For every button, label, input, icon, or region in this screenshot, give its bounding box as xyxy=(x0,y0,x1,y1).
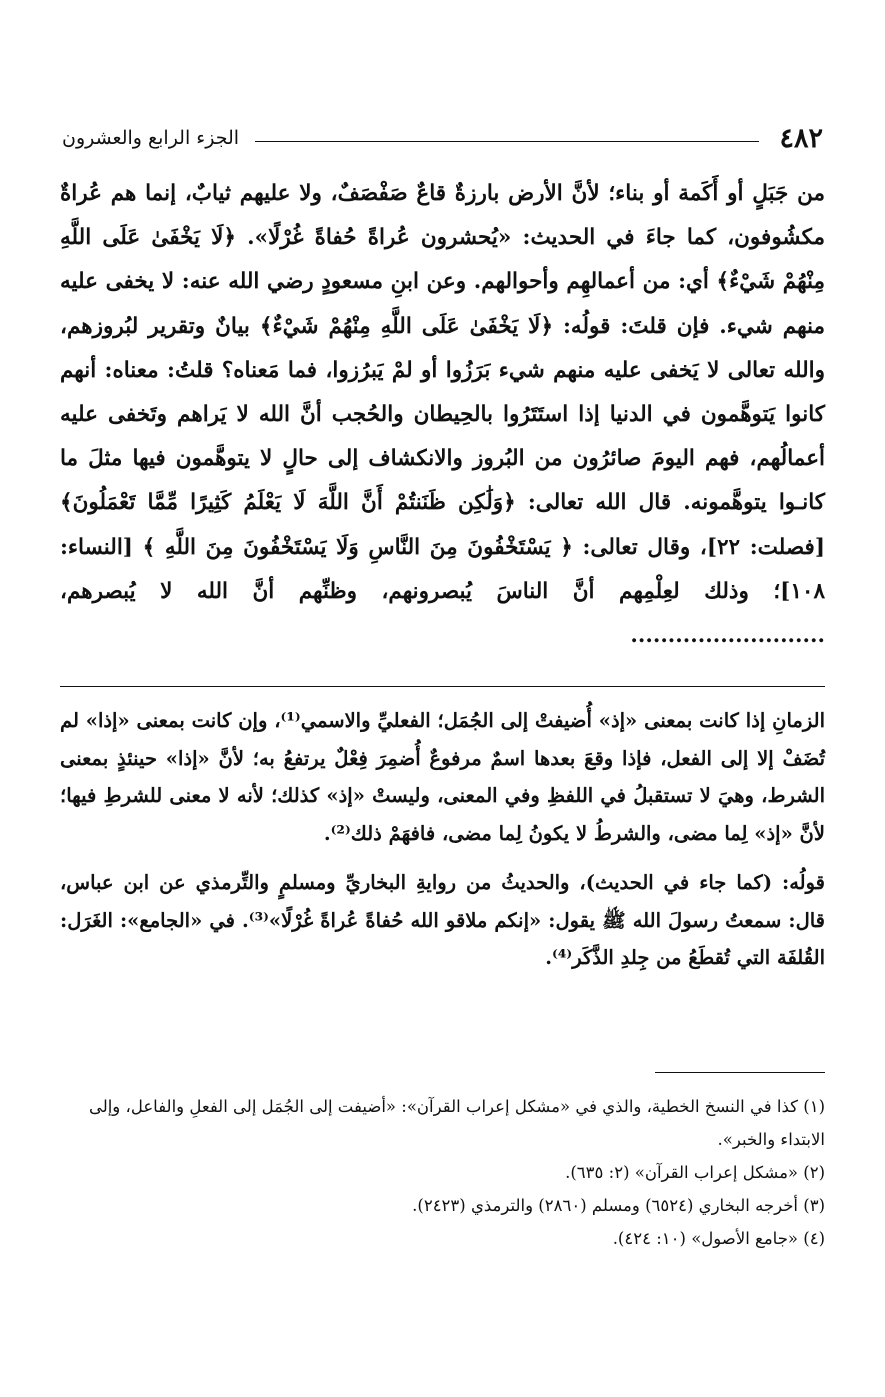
section-separator xyxy=(60,686,825,687)
footnote-separator xyxy=(655,1072,825,1073)
page-number: ٤٨٢ xyxy=(779,122,823,154)
main-text-block xyxy=(60,172,825,658)
running-title: الجزء الرابع والعشرون xyxy=(62,127,240,149)
footnote-2: (٢) «مشكل إعراب القرآن» (٢: ٦٣٥). xyxy=(565,1163,825,1182)
header-rule xyxy=(255,141,759,142)
commentary-block xyxy=(60,702,825,989)
footnote-3: (٣) أخرجه البخاري (٦٥٢٤) ومسلم (٢٨٦٠) والترمذي (٢٤٢٣). xyxy=(412,1196,825,1215)
main-text-paragraph: من جَبَلٍ أو أَكَمة أو بناء؛ لأنَّ الأرض بارزةٌ قاعٌ صَفْصَفٌ، ولا عليهم ثيابٌ، إنما هم عُراةٌ مكشُوفون، كما جاءَ في الحديث: «يُحشرون عُراةً حُفاةً غُرْلًا». ﴿لَا يَخْفَىٰ عَلَى اللَّهِ مِنْهُمْ شَيْءٌ﴾ أي: من أعمالهِم وأحوالهم. وعن ابنِ مسعودٍ رضي الله عنه: لا يخفى عليه منهم شيء. فإن قلتَ: قولُه: ﴿لَا يَخْفَىٰ عَلَى اللَّهِ مِنْهُمْ شَيْءٌ﴾ بيانٌ وتقرير لبُروزهم، والله تعالى لا يَخفى عليه منهم شيء بَرَزُوا أو لمْ يَبرُزوا، فما مَعناه؟ قلتُ: معناه: أنهم كانوا يَتوهَّمون في الدنيا إذا استَتَرُوا بالحِيطان والحُجب أنَّ الله لا يَراهم وتَخفى عليه أعمالُهم، فهم اليومَ صائرُون من البُروز والانكشاف إلى حالٍ لا يتوهَّمون فيها مثلَ ما كانـوا يتوهَّمونه. قال الله تعالى: ﴿وَلَٰكِن ظَنَنتُمْ أَنَّ اللَّهَ لَا يَعْلَمُ كَثِيرًا مِّمَّا تَعْمَلُونَ﴾ [فصلت: ٢٢]، وقال تعالى: ﴿ يَسْتَخْفُونَ مِنَ النَّاسِ وَلَا يَسْتَخْفُونَ مِنَ اللَّهِ ﴾ [النساء: ١٠٨]؛ وذلك لعِلْمِهم أنَّ الناسَ يُبصرونهم، وظنِّهم أنَّ الله لا يُبصرهم، .......................... xyxy=(60,181,826,649)
commentary-paragraph: قولُه: (كما جاء في الحديث)، والحديثُ من روايةِ البخاريِّ ومسلمٍ والتِّرمذي عن ابن عباس، قال: سمعتُ رسولَ الله ﷺ يقول: «إنكم ملاقو الله حُفاةً عُراةً غُرْلًا»⁽³⁾. في «الجامع»: الغَرَل: القُلفَة التي تُقطَعُ من جِلدِ الذَّكَر⁽⁴⁾. xyxy=(60,871,825,969)
commentary-paragraph: الزمانِ إذا كانت بمعنى «إذ» أُضيفتْ إلى الجُمَل؛ الفعليِّ والاسمي⁽¹⁾، وإن كانت بمعنى «إذا» لم تُضَفْ إلا إلى الفعل، فإذا وقعَ بعدها اسمٌ مرفوعٌ أُضمِرَ فِعْلٌ يرتفعُ به؛ لأنَّ «إذا» حينئذٍ بمعنى الشرط، وهيَ لا تستقبلُ في اللفظِ وفي المعنى، وليستْ «إذ» كذلك؛ لأنه لا معنى للشرطِ فيها؛ لأنَّ «إذ» لِما مضى، والشرطُ لا يكونُ لِما مضى، فافهَمْ ذلك⁽²⁾. xyxy=(60,709,825,845)
footnotes-block xyxy=(60,1090,825,1255)
page-header xyxy=(62,118,823,158)
footnote-4: (٤) «جامع الأصول» (١٠: ٤٢٤). xyxy=(612,1229,825,1248)
footnote-1: (١) كذا في النسخ الخطية، والذي في «مشكل إعراب القرآن»: «أضيفت إلى الجُمَل إلى الفعلِ والفاعل، وإلى الابتداء والخبر». xyxy=(88,1097,825,1149)
